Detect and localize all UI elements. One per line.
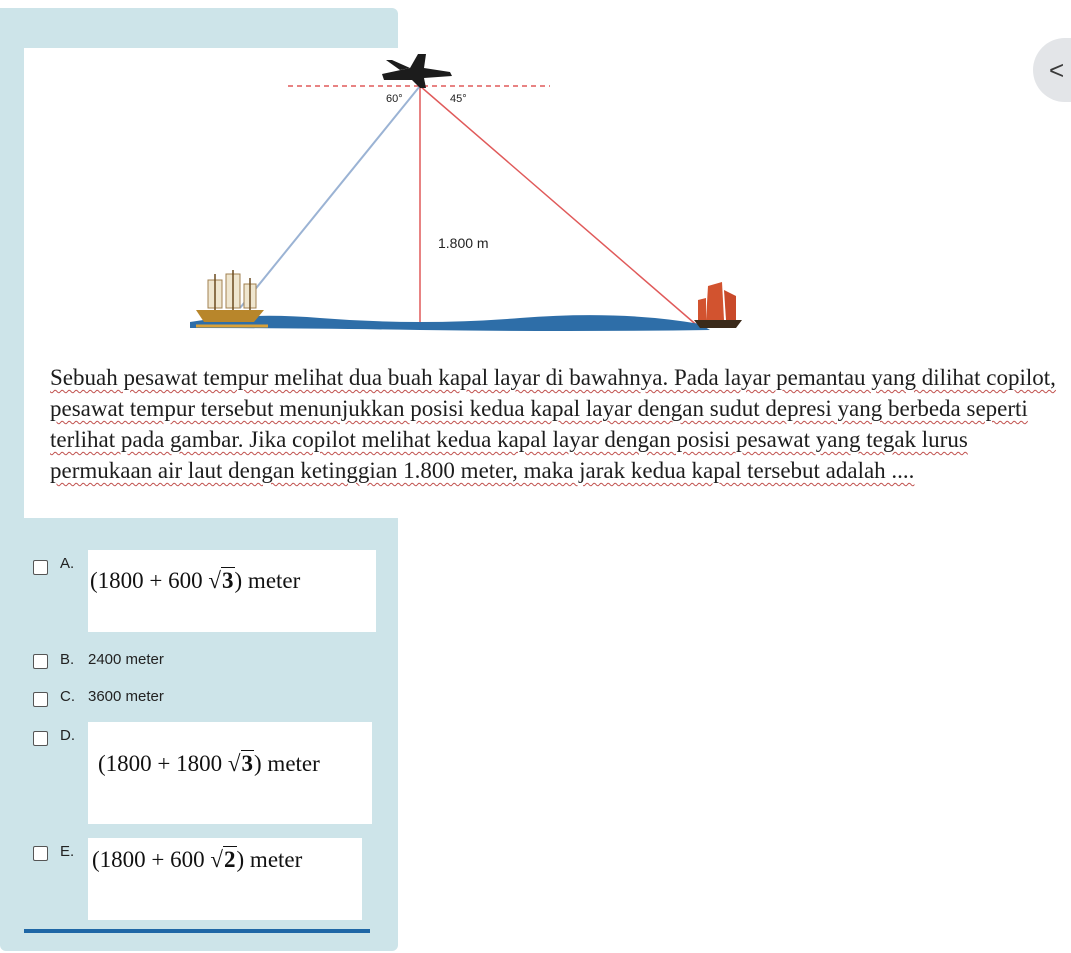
- option-a-math: (1800 + 600 √3) meter: [90, 568, 301, 593]
- option-d-checkbox[interactable]: [33, 731, 48, 746]
- option-a-letter: A.: [60, 555, 75, 572]
- back-button[interactable]: [1033, 38, 1071, 102]
- right-ship-icon: [694, 282, 742, 328]
- option-c-checkbox[interactable]: [33, 692, 48, 707]
- option-c-letter: C.: [60, 688, 75, 705]
- right-sight-line: [420, 86, 700, 328]
- option-e-math: (1800 + 600 √2) meter: [92, 847, 303, 872]
- option-e-checkbox[interactable]: [33, 846, 48, 861]
- angle-right-label: 45°: [450, 93, 467, 105]
- question-text: Sebuah pesawat tempur melihat dua buah kapal layar di bawahnya. Pada layar pemantau yang dilihat copilot, pesawat tempur tersebut menunjukkan posisi kedua kapal layar dengan sudut depresi yang berbeda seperti terlihat pada gambar. Jika copilot melihat kedua kapal layar dengan posisi pesawat yang tegak lurus permukaan air laut dengan ketinggian 1.800 meter, maka jarak kedua kapal tersebut adalah ....: [50, 365, 1056, 483]
- option-d-answer[interactable]: [88, 722, 372, 824]
- left-ship-icon: [196, 270, 268, 326]
- option-b-checkbox[interactable]: [33, 654, 48, 669]
- option-c-text[interactable]: 3600 meter: [88, 688, 164, 705]
- option-e-letter: E.: [60, 843, 75, 860]
- chevron-left-icon: <: [1049, 54, 1065, 85]
- question-figure: [170, 40, 750, 340]
- option-d-math: (1800 + 1800 √3) meter: [98, 751, 320, 776]
- option-a-answer[interactable]: [88, 550, 376, 632]
- option-b-letter: B.: [60, 651, 75, 668]
- option-b-text[interactable]: 2400 meter: [88, 651, 164, 668]
- option-d-letter: D.: [60, 727, 75, 744]
- height-label: 1.800 m: [438, 235, 489, 251]
- angle-left-label: 60°: [386, 93, 403, 105]
- question-panel-left: [0, 8, 24, 520]
- jet-icon: [382, 54, 452, 88]
- sea-surface: [190, 315, 710, 331]
- option-a-checkbox[interactable]: [33, 560, 48, 575]
- option-e-answer[interactable]: [88, 838, 362, 920]
- left-sight-line: [240, 86, 420, 308]
- progress-underline: [24, 929, 370, 933]
